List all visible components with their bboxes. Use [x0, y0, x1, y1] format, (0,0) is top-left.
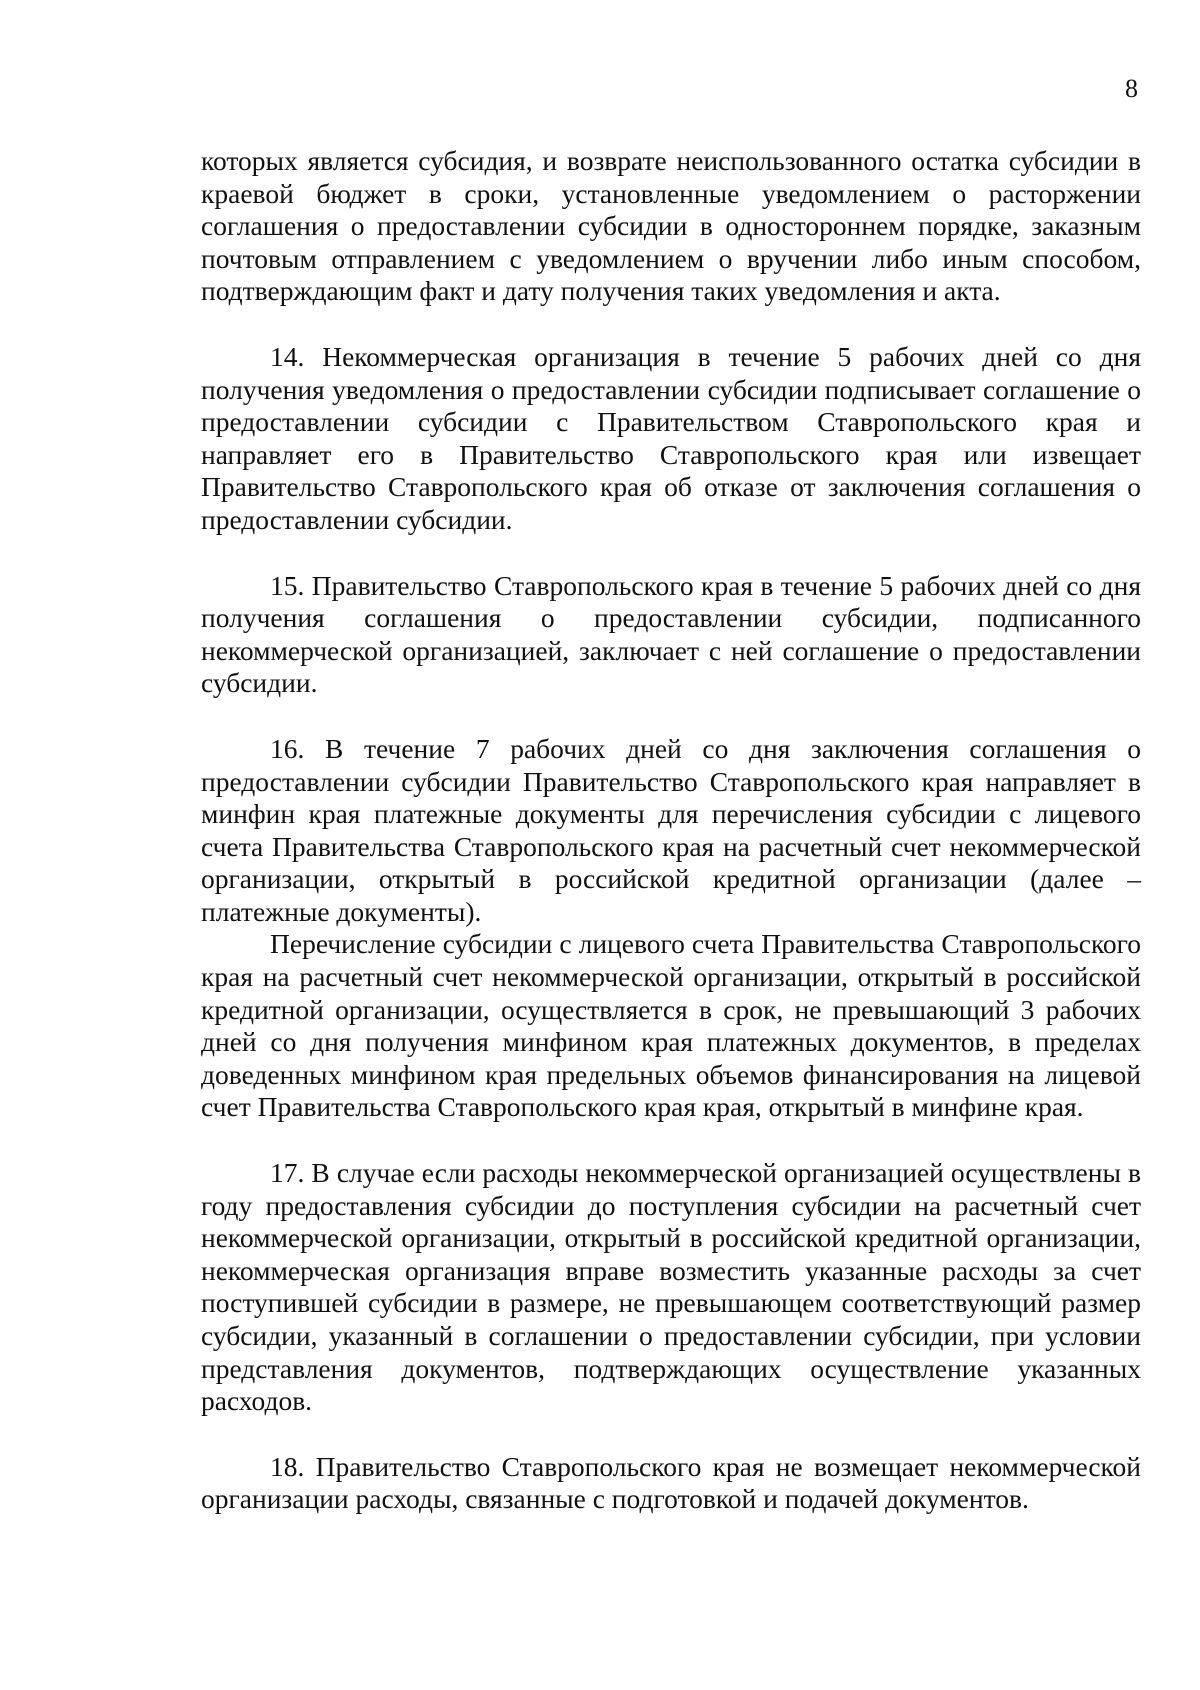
paragraph-17: 17. В случае если расходы некоммерческой организацией осуществлены в году предоставления субсидии до поступления субсидии на расчетный счет некоммерческой организации, открытый в российской кредитной организации, некоммерческая организация вправе возместить указанные расходы за счет поступившей субсидии в размере, не превышающем соответствующий размер субсидии, указанный в соглашении о предоставлении субсидии, при условии представления документов, подтверждающих осуществление указанных расходов.: [201, 1157, 1141, 1417]
paragraph-18: 18. Правительство Ставропольского края не возмещает некоммерческой организации расходы, связанные с подготовкой и подачей документов.: [201, 1450, 1141, 1515]
paragraph-continuation: которых является субсидия, и возврате неиспользованного остатка субсидии в краевой бюджет в сроки, установленные уведомлением о расторжении соглашения о предоставлении субсидии в одностороннем порядке, заказным почтовым отправлением с уведомлением о вручении либо иным способом, подтверждающим факт и дату получения таких уведомления и акта.: [201, 145, 1141, 307]
paragraph-16-transfer: Перечисление субсидии с лицевого счета Правительства Ставропольского края на расчетный счет некоммерческой организации, открытый в российской кредитной организации, осуществляется в срок, не превышающий 3 рабочих дней со дня получения минфином края платежных документов, в пределах доведенных минфином края предельных объемов финансирования на лицевой счет Правительства Ставропольского края края, открытый в минфине края.: [201, 928, 1141, 1123]
paragraph-15: 15. Правительство Ставропольского края в течение 5 рабочих дней со дня получения соглашения о предоставлении субсидии, подписанного некоммерческой организацией, заключает с ней соглашение о предоставлении субсидии.: [201, 569, 1141, 699]
paragraph-14: 14. Некоммерческая организация в течение 5 рабочих дней со дня получения уведомления о предоставлении субсидии подписывает соглашение о предоставлении субсидии с Правительством Ставропольского края и направляет его в Правительство Ставропольского края или извещает Правительство Ставропольского края об отказе от заключения соглашения о предоставлении субсидии.: [201, 340, 1141, 535]
page-number: 8: [1125, 74, 1138, 103]
document-body: [201, 145, 1141, 1516]
paragraph-16: 16. В течение 7 рабочих дней со дня заключения соглашения о предоставлении субсидии Правительство Ставропольского края направляет в минфин края платежные документы для перечисления субсидии с лицевого счета Правительства Ставропольского края на расчетный счет некоммерческой организации, открытый в российской кредитной организации (далее – платежные документы).: [201, 732, 1141, 927]
